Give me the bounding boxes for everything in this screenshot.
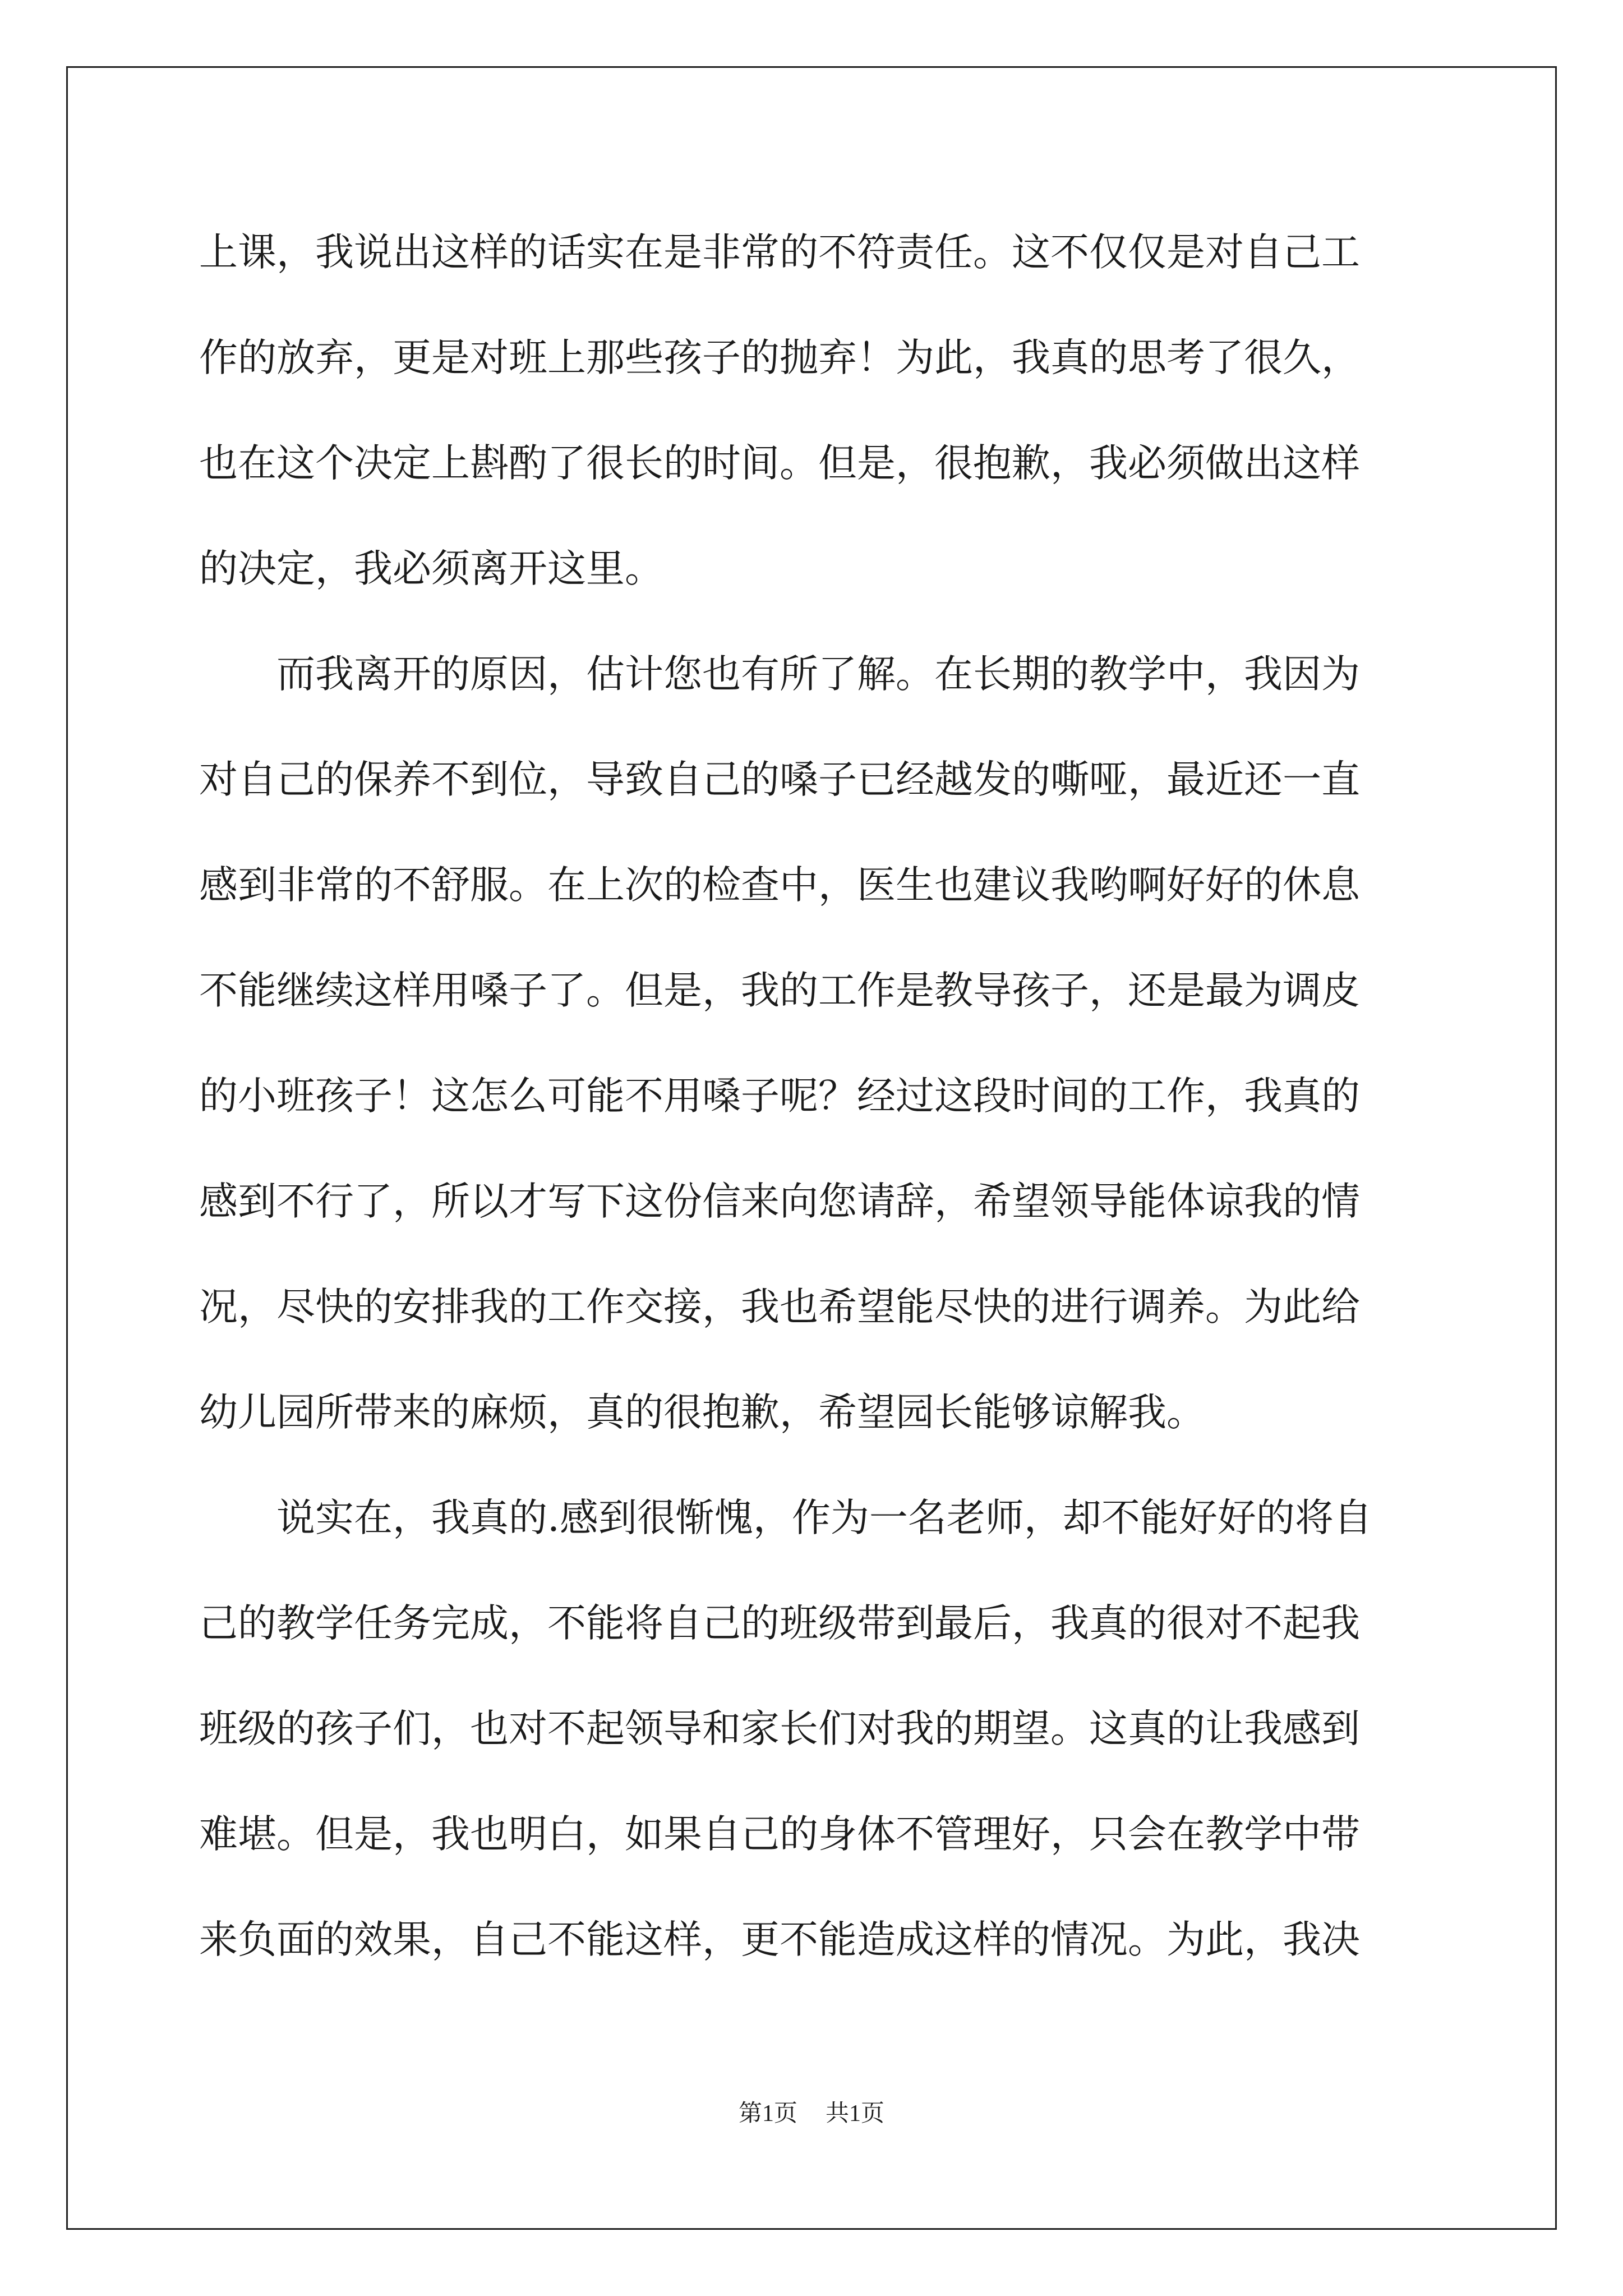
text-line: 作的放弃，更是对班上那些孩子的抛弃！为此，我真的思考了很久，	[199, 335, 1360, 380]
text-line: 感到不行了，所以才写下这份信来向您请辞，希望领导能体谅我的情	[199, 1179, 1360, 1224]
text-line: 己的教学任务完成，不能将自己的班级带到最后，我真的很对不起我	[199, 1601, 1360, 1646]
text-line: 况，尽快的安排我的工作交接，我也希望能尽快的进行调养。为此给	[199, 1285, 1360, 1329]
paragraph-start-line: 说实在，我真的.感到很惭愧，作为一名老师，却不能好好的将自	[199, 1496, 1372, 1540]
text-line: 上课，我说出这样的话实在是非常的不符责任。这不仅仅是对自己工	[199, 230, 1360, 275]
page-number: 第1页	[738, 2101, 797, 2127]
text-line: 的决定，我必须离开这里。	[199, 546, 663, 591]
text-line: 难堪。但是，我也明白，如果自己的身体不管理好，只会在教学中带	[199, 1812, 1360, 1857]
text-line: 不能继续这样用嗓子了。但是，我的工作是教导孩子，还是最为调皮	[199, 968, 1360, 1013]
text-line: 感到非常的不舒服。在上次的检查中，医生也建议我哟啊好好的休息	[199, 863, 1360, 908]
text-line: 也在这个决定上斟酌了很长的时间。但是，很抱歉，我必须做出这样	[199, 441, 1360, 486]
text-line: 幼儿园所带来的麻烦，真的很抱歉，希望园长能够谅解我。	[199, 1390, 1205, 1435]
text-line: 来负面的效果，自己不能这样，更不能造成这样的情况。为此，我决	[199, 1917, 1360, 1962]
paragraph-start-line: 而我离开的原因，估计您也有所了解。在长期的教学中，我因为	[199, 652, 1360, 697]
page-total: 共1页	[826, 2101, 885, 2127]
text-line: 班级的孩子们，也对不起领导和家长们对我的期望。这真的让我感到	[199, 1706, 1360, 1751]
page-footer	[0, 2097, 1623, 2131]
text-line: 对自己的保养不到位，导致自己的嗓子已经越发的嘶哑，最近还一直	[199, 757, 1360, 802]
text-line: 的小班孩子！这怎么可能不用嗓子呢？经过这段时间的工作，我真的	[199, 1074, 1360, 1119]
